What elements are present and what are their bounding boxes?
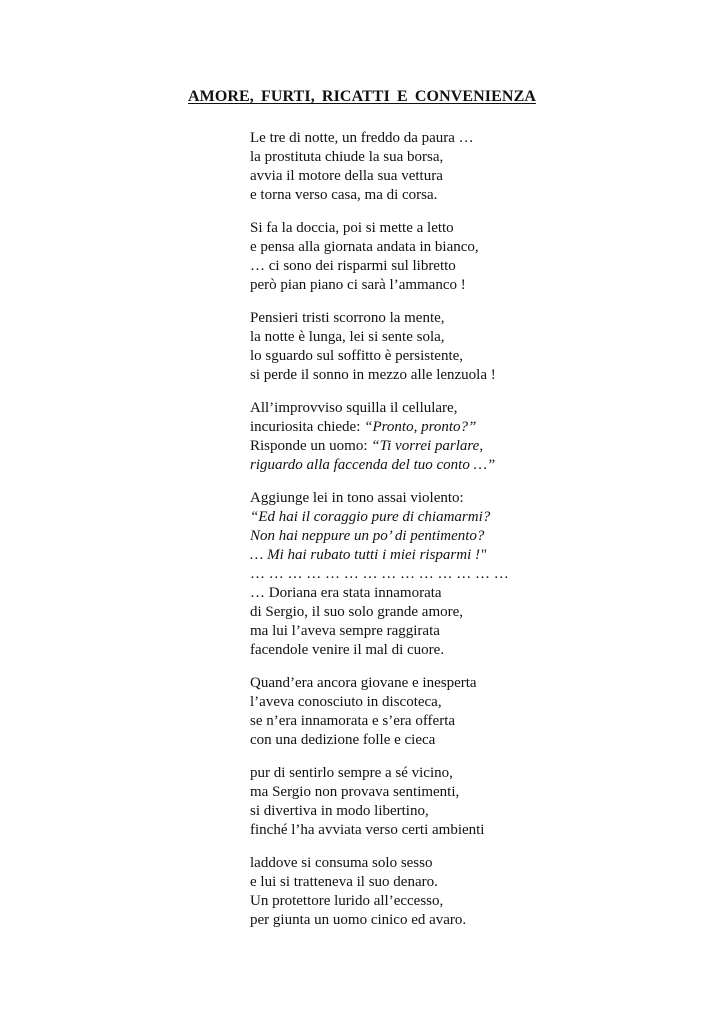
poem-line — [250, 873, 690, 892]
line-text: la prostituta chiude la sua borsa, — [250, 149, 444, 165]
poem-body — [250, 129, 690, 944]
line-text: Le tre di notte, un freddo da paura … — [250, 130, 474, 146]
poem-line — [250, 584, 690, 603]
line-text: pur di sentirlo sempre a sé vicino, — [250, 765, 453, 781]
line-text: l’aveva conosciuto in discoteca, — [250, 694, 442, 710]
poem-line — [250, 622, 690, 641]
poem-line — [250, 238, 690, 257]
poem-line — [250, 489, 690, 508]
stanza — [250, 489, 690, 660]
line-text: Pensieri tristi scorrono la mente, — [250, 310, 445, 326]
poem-line — [250, 399, 690, 418]
line-text: … ci sono dei risparmi sul libretto — [250, 258, 456, 274]
poem-title: AMORE, FURTI, RICATTI E CONVENIENZA — [187, 88, 536, 105]
stanza — [250, 674, 690, 750]
stanza — [250, 219, 690, 295]
poem-line — [250, 565, 690, 584]
poem-line — [250, 764, 690, 783]
line-text: se n’era innamorata e s’era offerta — [250, 713, 456, 729]
stanza — [250, 399, 690, 475]
line-text: di Sergio, il suo solo grande amore, — [250, 604, 464, 620]
line-text: Si fa la doccia, poi si mette a letto — [250, 220, 454, 236]
poem-line — [250, 276, 690, 295]
poem-line — [250, 167, 690, 186]
line-text: ma Sergio non provava sentimenti, — [250, 784, 460, 800]
poem-line — [250, 693, 690, 712]
poem-line — [250, 219, 690, 238]
line-text: si divertiva in modo libertino, — [250, 803, 429, 819]
line-text: la notte è lunga, lei si sente sola, — [250, 329, 445, 345]
poem-line — [250, 527, 690, 546]
poem-line — [250, 186, 690, 205]
line-text: e lui si tratteneva il suo denaro. — [250, 874, 438, 890]
poem-line — [250, 366, 690, 385]
poem-line — [250, 821, 690, 840]
line-text: Quand’era ancora giovane e inesperta — [250, 675, 477, 691]
poem-line — [250, 437, 690, 456]
line-text: ma lui l’aveva sempre raggirata — [250, 623, 440, 639]
italic-text: riguardo alla faccenda del tuo conto …” — [250, 457, 496, 473]
poem-line — [250, 892, 690, 911]
italic-text: … Mi hai rubato tutti i miei risparmi !" — [250, 547, 487, 563]
poem-line — [250, 854, 690, 873]
italic-text: “Ti vorrei parlare, — [371, 438, 484, 454]
stanza — [250, 854, 690, 930]
line-text: laddove si consuma solo sesso — [250, 855, 433, 871]
poem-line — [250, 418, 690, 437]
line-text: lo sguardo sul soffitto è persistente, — [250, 348, 464, 364]
line-text: facendole venire il mal di cuore. — [250, 642, 445, 658]
poem-line — [250, 456, 690, 475]
poem-line — [250, 129, 690, 148]
poem-line — [250, 641, 690, 660]
poem-line — [250, 347, 690, 366]
poem-line — [250, 802, 690, 821]
line-text: e pensa alla giornata andata in bianco, — [250, 239, 479, 255]
stanza — [250, 129, 690, 205]
line-text: si perde il sonno in mezzo alle lenzuola ! — [250, 367, 496, 383]
line-text: All’improvviso squilla il cellulare, — [250, 400, 458, 416]
poem-line — [250, 603, 690, 622]
poem-line — [250, 309, 690, 328]
line-text: … … … … … … … … … … … … … … — [250, 566, 509, 582]
poem-line — [250, 546, 690, 565]
line-text: con una dedizione folle e cieca — [250, 732, 436, 748]
line-text: Aggiunge lei in tono assai violento: — [250, 490, 464, 506]
poem-line — [250, 712, 690, 731]
poem-line — [250, 674, 690, 693]
line-text: finché l’ha avviata verso certi ambienti — [250, 822, 485, 838]
poem-line — [250, 328, 690, 347]
italic-text: “Pronto, pronto?” — [364, 419, 477, 435]
line-text: e torna verso casa, ma di corsa. — [250, 187, 438, 203]
stanza — [250, 764, 690, 840]
line-text: … Doriana era stata innamorata — [250, 585, 442, 601]
poem-line — [250, 911, 690, 930]
italic-text: Non hai neppure un po’ di pentimento? — [250, 528, 485, 544]
poem-line — [250, 508, 690, 527]
poem-line — [250, 148, 690, 167]
line-text: per giunta un uomo cinico ed avaro. — [250, 912, 467, 928]
italic-text: “Ed hai il coraggio pure di chiamarmi? — [250, 509, 491, 525]
poem-line — [250, 783, 690, 802]
line-text: avvia il motore della sua vettura — [250, 168, 443, 184]
line-text: Risponde un uomo: — [250, 438, 372, 454]
poem-line — [250, 731, 690, 750]
poem-line — [250, 257, 690, 276]
line-text: Un protettore lurido all’eccesso, — [250, 893, 444, 909]
stanza — [250, 309, 690, 385]
line-text: però pian piano ci sarà l’ammanco ! — [250, 277, 466, 293]
line-text: incuriosita chiede: — [250, 419, 365, 435]
